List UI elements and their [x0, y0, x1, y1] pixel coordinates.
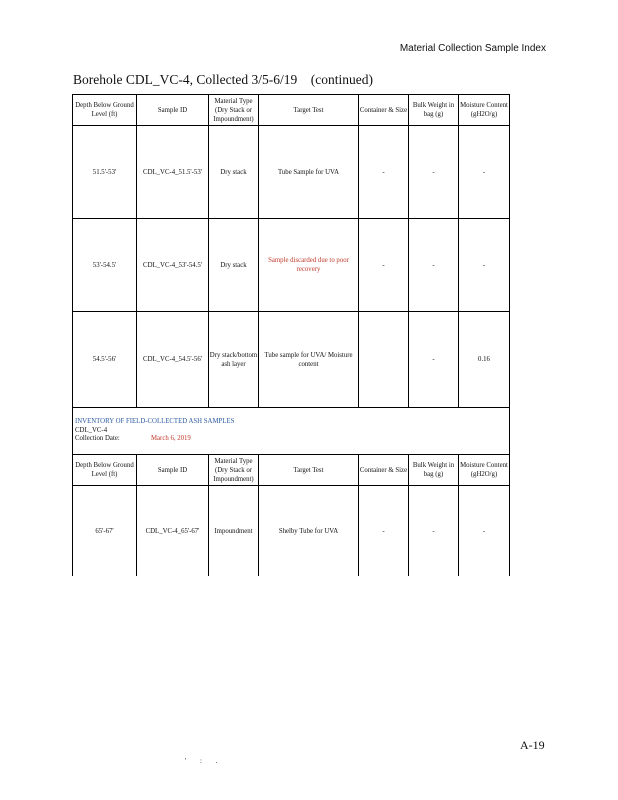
cell-sample-id: CDL_VC-4_54.5'-56' [137, 312, 209, 408]
col-depth: Depth Below Ground Level (ft) [73, 95, 137, 126]
sample-table-2 [72, 454, 510, 576]
table-row [73, 219, 510, 312]
collection-date: March 6, 2019 [151, 435, 191, 442]
cell-material: Dry stack [209, 219, 259, 312]
sample-table [72, 94, 510, 408]
borehole-title: Borehole CDL_VC-4, Collected 3/5-6/19 [73, 72, 298, 87]
col-material: Material Type (Dry Stack or Impoundment) [209, 95, 259, 126]
col-depth: Depth Below Ground Level (ft) [73, 455, 137, 486]
cell-container: - [359, 126, 409, 219]
cell-target: Shelby Tube for UVA [259, 486, 359, 577]
page-title [73, 72, 373, 88]
page-header: Material Collection Sample Index [399, 43, 546, 54]
col-moisture: Moisture Content (gH2O/g) [459, 455, 510, 486]
table-header-row [73, 95, 510, 126]
inventory-block [72, 407, 510, 455]
col-target: Target Test [259, 455, 359, 486]
cell-bulk: - [409, 126, 459, 219]
cell-target: Tube sample for UVA/ Moisture content [259, 312, 359, 408]
cell-material: Dry stack/bottom ash layer [209, 312, 259, 408]
cell-container: - [359, 219, 409, 312]
cell-container [359, 312, 409, 408]
cell-depth: 53'-54.5' [73, 219, 137, 312]
cell-sample-id: CDL_VC-4_51.5'-53' [137, 126, 209, 219]
cell-target: Sample discarded due to poor recovery [259, 219, 359, 312]
col-container: Container & Size [359, 95, 409, 126]
table-row [73, 312, 510, 408]
col-container: Container & Size [359, 455, 409, 486]
col-bulk: Bulk Weight in bag (g) [409, 455, 459, 486]
footer-marks: ' : . [185, 757, 224, 765]
cell-depth: 65'-67' [73, 486, 137, 577]
cell-material: Impoundment [209, 486, 259, 577]
cell-moisture: - [459, 219, 510, 312]
continued-label: (continued) [310, 72, 373, 87]
cell-moisture: - [459, 126, 510, 219]
cell-container: - [359, 486, 409, 577]
table-row [73, 486, 510, 577]
col-sample-id: Sample ID [137, 455, 209, 486]
cell-sample-id: CDL_VC-4_65'-67' [137, 486, 209, 577]
table-header-row [73, 455, 510, 486]
cell-moisture: - [459, 486, 510, 577]
inventory-heading: INVENTORY OF FIELD-COLLECTED ASH SAMPLES [75, 418, 235, 425]
cell-sample-id: CDL_VC-4_53'-54.5' [137, 219, 209, 312]
cell-material: Dry stack [209, 126, 259, 219]
cell-target: Tube Sample for UVA [259, 126, 359, 219]
col-moisture: Moisture Content (gH2O/g) [459, 95, 510, 126]
cell-bulk: - [409, 219, 459, 312]
col-target: Target Test [259, 95, 359, 126]
col-bulk: Bulk Weight in bag (g) [409, 95, 459, 126]
col-material: Material Type (Dry Stack or Impoundment) [209, 455, 259, 486]
inventory-borehole: CDL_VC-4 [75, 427, 108, 434]
cell-depth: 51.5'-53' [73, 126, 137, 219]
cell-bulk: - [409, 486, 459, 577]
col-sample-id: Sample ID [137, 95, 209, 126]
cell-bulk: - [409, 312, 459, 408]
collection-date-label: Collection Date: [75, 435, 120, 442]
cell-moisture: 0.16 [459, 312, 510, 408]
cell-depth: 54.5'-56' [73, 312, 137, 408]
page-number: A-19 [520, 738, 545, 752]
table-row [73, 126, 510, 219]
